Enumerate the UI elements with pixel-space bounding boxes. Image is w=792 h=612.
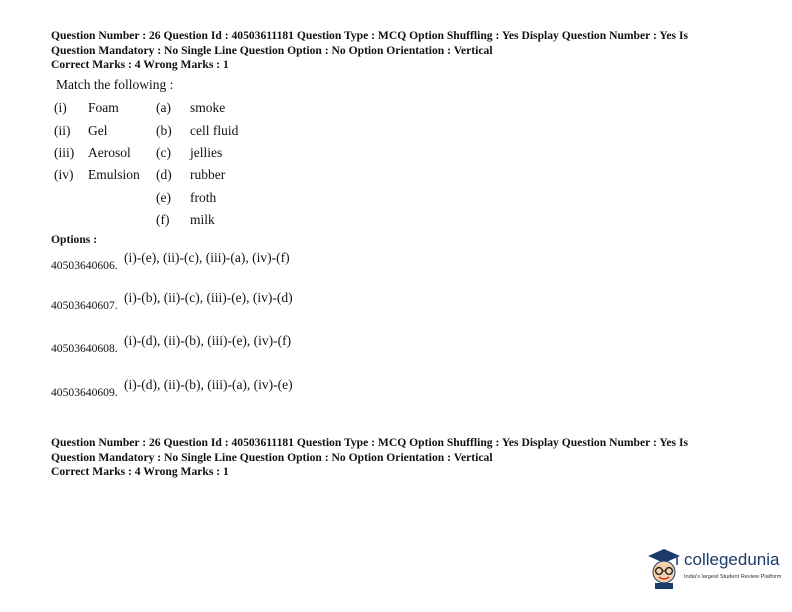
right-number: (d) bbox=[156, 167, 172, 183]
question-marks: Correct Marks : 4 Wrong Marks : 1 bbox=[51, 58, 229, 71]
right-item: milk bbox=[190, 212, 215, 228]
left-item: Emulsion bbox=[88, 167, 140, 183]
right-item: rubber bbox=[190, 167, 226, 183]
question-header bbox=[51, 29, 751, 73]
left-number: (iii) bbox=[54, 144, 75, 160]
next-header-line2: Question Mandatory : No Single Line Question Option : No Option Orientation : Vertical bbox=[51, 450, 493, 464]
option-id: 40503640607. bbox=[51, 299, 118, 312]
match-row bbox=[50, 209, 242, 231]
left-item: Aerosol bbox=[88, 144, 131, 160]
left-number: (i) bbox=[54, 100, 67, 116]
right-number: (f) bbox=[156, 212, 170, 228]
right-item: smoke bbox=[190, 100, 226, 116]
right-number: (c) bbox=[156, 144, 171, 160]
option-text: (i)-(b), (ii)-(c), (iii)-(e), (iv)-(d) bbox=[124, 290, 293, 305]
left-item: Gel bbox=[88, 122, 108, 138]
left-number: (ii) bbox=[54, 122, 71, 138]
left-item: Foam bbox=[88, 100, 119, 116]
right-number: (e) bbox=[156, 189, 171, 205]
option-text: (i)-(d), (ii)-(b), (iii)-(a), (iv)-(e) bbox=[124, 377, 293, 392]
logo-brand: collegedunia bbox=[684, 550, 780, 569]
match-table bbox=[50, 97, 242, 231]
option-id: 40503640606. bbox=[51, 259, 118, 272]
left-number bbox=[50, 209, 84, 231]
option-id: 40503640609. bbox=[51, 386, 118, 399]
question-header-line2: Question Mandatory : No Single Line Question Option : No Option Orientation : Vertical bbox=[51, 43, 493, 57]
option-id: 40503640608. bbox=[51, 342, 118, 355]
match-row bbox=[50, 142, 242, 164]
right-item: cell fluid bbox=[190, 122, 239, 138]
next-question-header bbox=[51, 436, 751, 480]
match-row bbox=[50, 164, 242, 186]
left-number: (iv) bbox=[54, 167, 74, 183]
match-row bbox=[50, 119, 242, 141]
right-item: froth bbox=[190, 189, 217, 205]
left-number bbox=[50, 187, 84, 209]
right-number: (a) bbox=[156, 100, 171, 116]
question-prompt: Match the following : bbox=[56, 77, 174, 92]
collegedunia-logo bbox=[646, 547, 786, 591]
match-row bbox=[50, 187, 242, 209]
question-header-line1: Question Number : 26 Question Id : 40503611181 Question Type : MCQ Option Shuffling : Yes Display Question Number : Yes Is bbox=[51, 29, 688, 42]
right-item: jellies bbox=[190, 144, 223, 160]
options-label: Options : bbox=[51, 233, 98, 246]
right-number: (b) bbox=[156, 122, 172, 138]
next-header-line1: Question Number : 26 Question Id : 40503611181 Question Type : MCQ Option Shuffling : Yes Display Question Number : Yes Is bbox=[51, 436, 688, 449]
left-item bbox=[84, 209, 152, 231]
option-text: (i)-(d), (ii)-(b), (iii)-(e), (iv)-(f) bbox=[124, 333, 292, 348]
left-item bbox=[84, 187, 152, 209]
next-question-marks: Correct Marks : 4 Wrong Marks : 1 bbox=[51, 465, 229, 478]
student-mascot-icon bbox=[646, 547, 682, 589]
logo-tagline: India's largest Student Review Platform bbox=[684, 574, 782, 580]
match-row bbox=[50, 97, 242, 119]
option-text: (i)-(e), (ii)-(c), (iii)-(a), (iv)-(f) bbox=[124, 250, 290, 265]
